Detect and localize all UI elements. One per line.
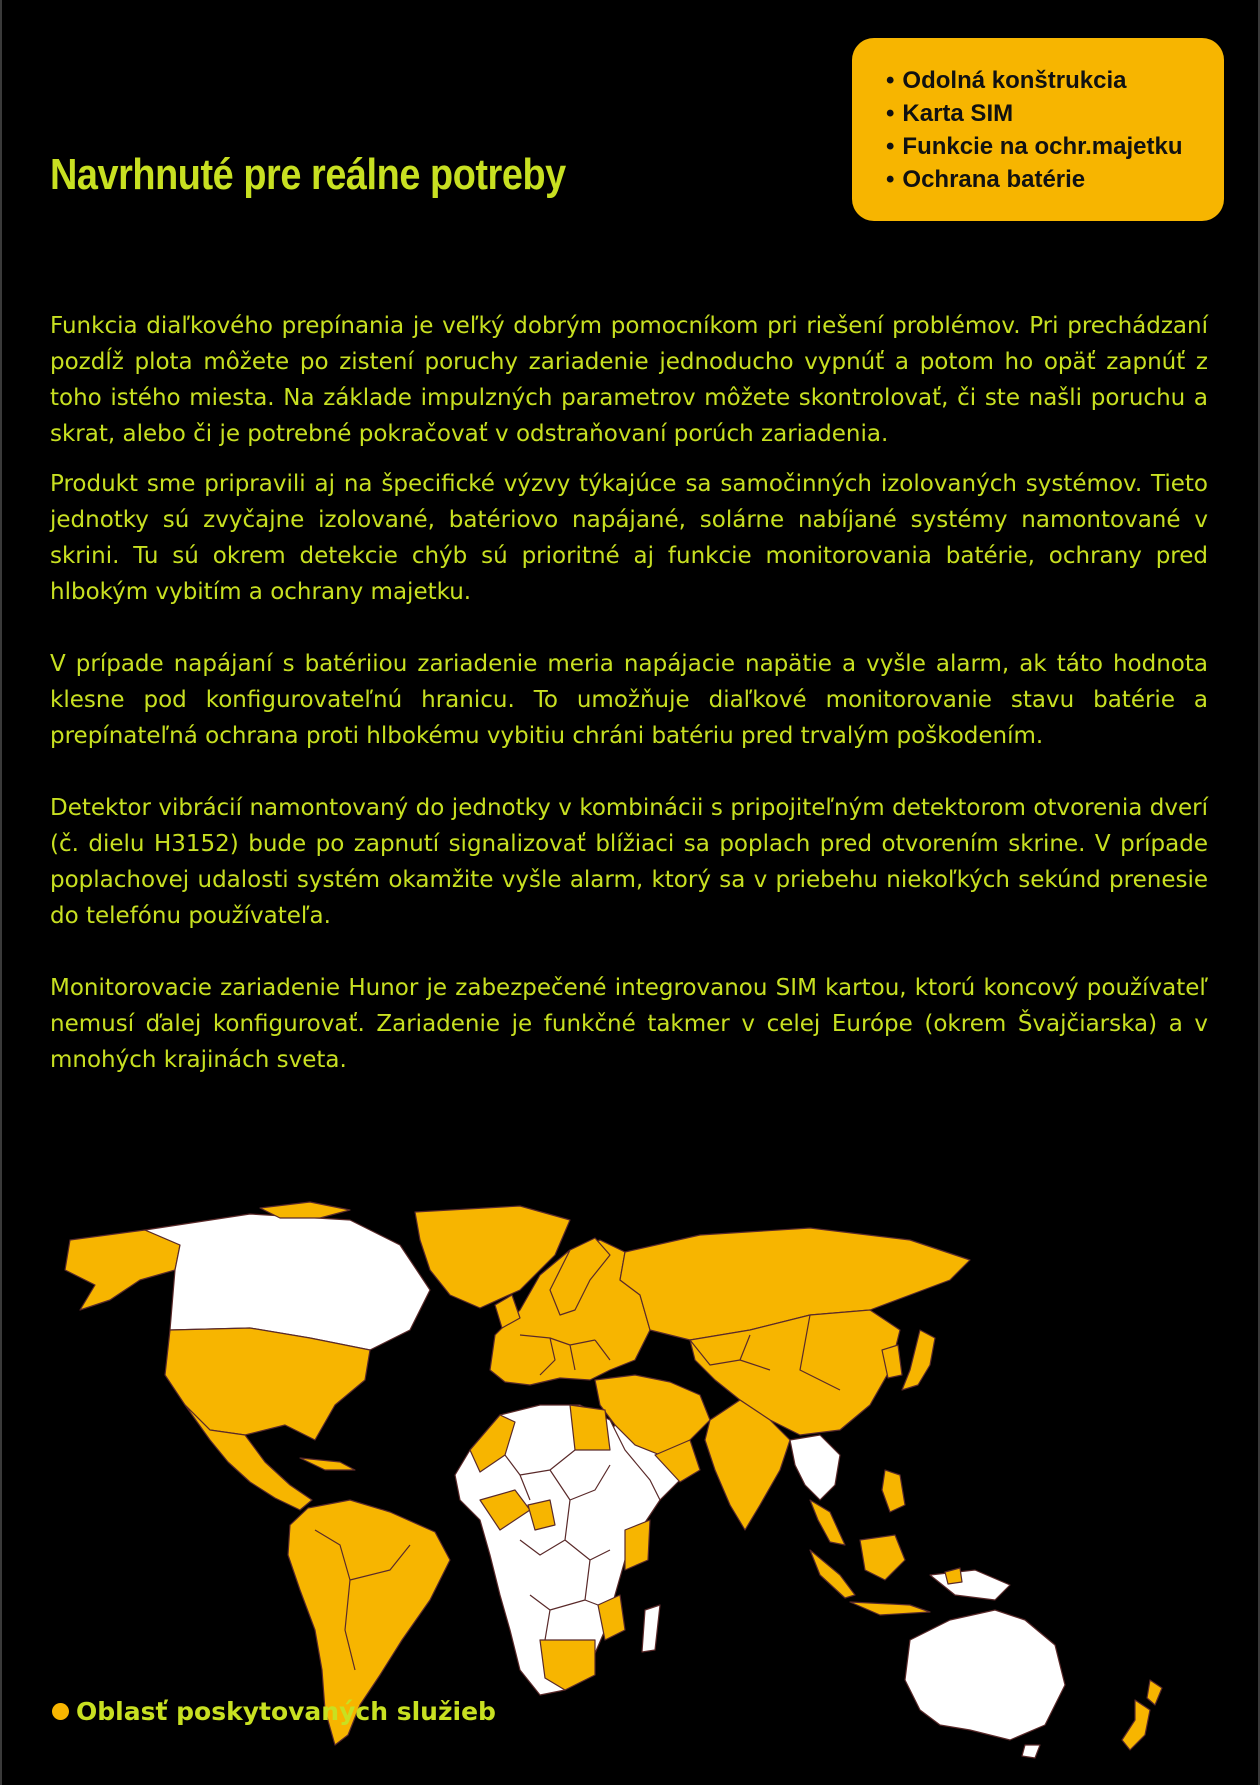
feature-item: • Ochrana batérie — [886, 163, 1224, 196]
map-region-japan — [902, 1330, 935, 1390]
paragraph-battery-monitoring: V prípade napájaní s batériiou zariadenie meria napájacie napätie a vyšle alarm, ak táto hodnota klesne pod konfigurovateľnú hranicu. To umožňuje diaľkové monitorovanie stavu batérie a prepínateľná ochrana proti hlbokému vybitiu chráni batériu pred trvalým poškodením. — [50, 651, 1208, 749]
page-title: Navrhnuté pre reálne potreby — [50, 150, 566, 199]
feature-box — [852, 38, 1224, 221]
legend-dot-icon — [52, 1703, 69, 1720]
map-region-egypt — [570, 1405, 610, 1450]
world-coverage-map — [50, 1200, 1210, 1760]
map-region-philippines — [882, 1470, 905, 1512]
map-region-indochina — [790, 1435, 840, 1500]
map-region-tasmania — [1022, 1745, 1040, 1758]
map-region-madagascar — [642, 1605, 660, 1652]
map-region-new-guinea — [930, 1570, 1010, 1600]
map-legend — [52, 1697, 496, 1726]
map-region-borneo — [860, 1535, 905, 1580]
map-region-new-zealand-north — [1147, 1680, 1162, 1705]
legend-label: Oblasť poskytovaných služieb — [76, 1697, 496, 1726]
map-region-cuba — [300, 1458, 355, 1470]
map-region-usa — [165, 1328, 370, 1440]
feature-item: • Odolná konštrukcia — [886, 64, 1224, 97]
map-region-sumatra — [810, 1550, 855, 1598]
paragraph-remote-switching: Funkcia diaľkového prepínania je veľký dobrým pomocníkom pri riešení problémov. Pri prechádzaní pozdĺž plota môžete po zistení poruchy zariadenie jednoducho vypnúť a potom ho opäť zapnúť z toho istého miesta. Na základe impulzných parametrov môžete skontrolovať, či ste našli poruchu a skrat, alebo či je potrebné pokračovať v odstraňovaní porúch zariadenia. — [50, 313, 1208, 447]
map-region-alaska — [65, 1230, 180, 1310]
map-region-timor — [945, 1568, 962, 1584]
feature-list — [886, 64, 1224, 196]
feature-item: • Funkcie na ochr.majetku — [886, 130, 1224, 163]
feature-item: • Karta SIM — [886, 97, 1224, 130]
map-region-malaysia — [810, 1500, 845, 1545]
paragraph-isolated-systems: Produkt sme pripravili aj na špecifické výzvy týkajúce sa samočinných izolovaných systémov. Tieto jednotky sú zvyčajne izolované, batériovo napájané, solárne nabíjané systémy namontované v skrini. Tu sú okrem detekcie chýb sú prioritné aj funkcie monitorovania batérie, ochrany pred hlbokým vybitím a ochrany majetku. — [50, 471, 1208, 605]
paragraph-sim-coverage: Monitorovacie zariadenie Hunor je zabezpečené integrovanou SIM kartou, ktorú koncový používateľ nemusí ďalej konfigurovať. Zariadenie je funkčné takmer v celej Európe (okrem Švajčiarska) a v mnohých krajinách sveta. — [50, 975, 1208, 1073]
map-region-australia — [905, 1610, 1065, 1740]
map-region-new-zealand — [1122, 1700, 1150, 1750]
body-text — [50, 308, 1208, 1078]
paragraph-vibration-detector: Detektor vibrácií namontovaný do jednotky v kombinácii s pripojiteľným detektorom otvorenia dverí (č. dielu H3152) bude po zapnutí signalizovať blížiaci sa poplach pred otvorením skrine. V prípade poplachovej udalosti systém okamžite vyšle alarm, ktorý sa v priebehu niekoľkých sekúnd prenesie do telefónu používateľa. — [50, 795, 1208, 929]
map-region-java — [850, 1602, 930, 1615]
